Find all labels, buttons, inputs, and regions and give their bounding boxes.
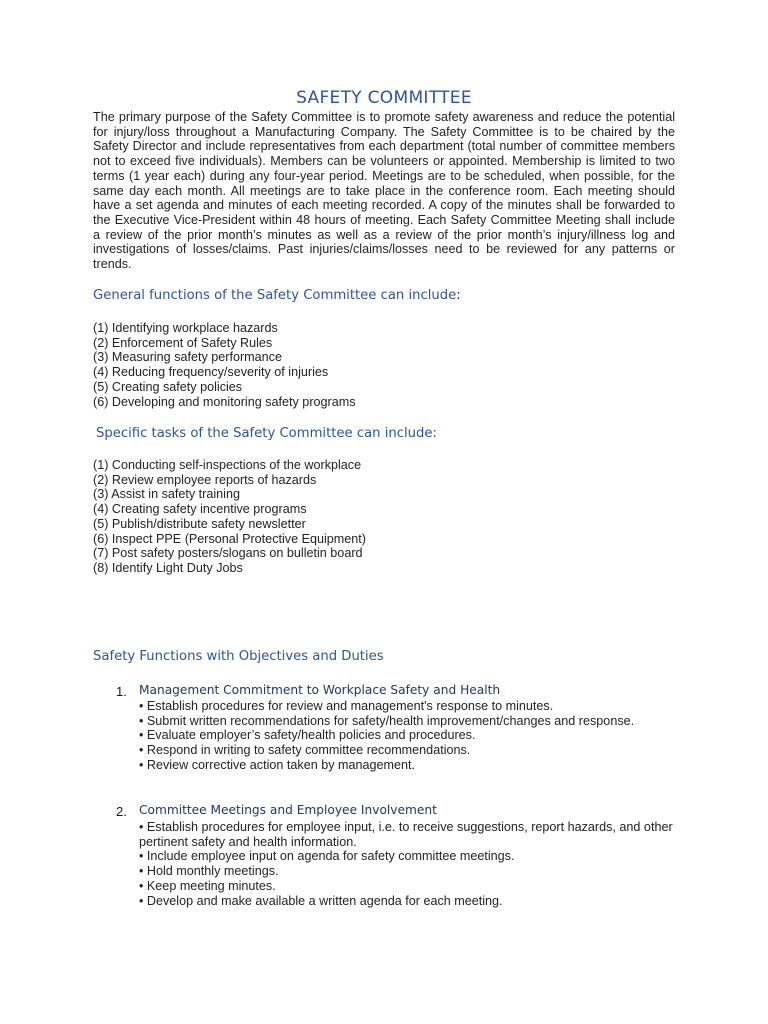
section-title: Management Commitment to Workplace Safety and Health: [139, 683, 501, 697]
list-item: (6) Inspect PPE (Personal Protective Equipment): [93, 531, 366, 546]
bullet-item: • Keep meeting minutes.: [139, 878, 276, 893]
bullet-item: • Review corrective action taken by management.: [139, 757, 416, 772]
list-item: (8) Identify Light Duty Jobs: [93, 560, 243, 575]
general-functions-heading-text: General functions of the Safety Committee can include: [93, 288, 457, 303]
list-item: (2) Review employee reports of hazards: [93, 472, 317, 487]
bullet-item: • Establish procedures for employee input, i.e. to receive suggestions, report hazards, and other pertinent safety and health information.: [139, 820, 673, 849]
list-item: (3) Assist in safety training: [93, 487, 240, 502]
list-item: (3) Measuring safety performance: [93, 350, 282, 365]
list-item: (2) Enforcement of Safety Rules: [93, 335, 273, 350]
specific-tasks-heading: Specific tasks of the Safety Committee can include:: [96, 426, 437, 441]
list-item: (5) Creating safety policies: [93, 379, 243, 394]
general-functions-heading-colon: :: [456, 288, 461, 303]
page-title: SAFETY COMMITTEE: [296, 88, 472, 108]
list-item: (7) Post safety posters/slogans on bulletin board: [93, 546, 363, 561]
bullet-item: • Evaluate employer’s safety/health policies and procedures.: [139, 728, 476, 743]
list-item: (5) Publish/distribute safety newsletter: [93, 516, 306, 531]
list-item: (4) Reducing frequency/severity of injuries: [93, 365, 329, 380]
section-2-bullets: [139, 820, 679, 908]
list-item: (6) Developing and monitoring safety programs: [93, 394, 356, 409]
general-functions-list: [93, 321, 356, 409]
list-item: (1) Identifying workplace hazards: [93, 321, 278, 335]
list-item: (1) Conducting self-inspections of the workplace: [93, 458, 362, 472]
general-functions-heading: [93, 288, 461, 303]
bullet-item: • Respond in writing to safety committee recommendations.: [139, 743, 471, 758]
intro-paragraph: The primary purpose of the Safety Committee is to promote safety awareness and reduce the potential for injury/loss throughout a Manufacturing Company. The Safety Committee is to be chaired by the Safety Director and include representatives from each department (total number of committee members not to exceed five individuals). Members can be volunteers or appointed. Membership is limited to two terms (1 year each) during any four-year period. Meetings are to be scheduled, when possible, for the same day each month. All meetings are to take place in the conference room. Each meeting should have a set agenda and minutes of each meeting recorded. A copy of the minutes shall be forwarded to the Executive Vice-President within 48 hours of meeting. Each Safety Committee Meeting shall include a review of the prior month’s minutes as well as a review of the prior month’s injury/illness log and investigations of losses/claims. Past injuries/claims/losses need to be reviewed for any patterns or trends.: [93, 110, 675, 272]
bullet-item: • Submit written recommendations for safety/health improvement/changes and response.: [139, 713, 635, 728]
section-1-bullets: [139, 699, 634, 773]
safety-functions-heading: Safety Functions with Objectives and Duties: [93, 649, 384, 664]
section-number: 2.: [116, 804, 127, 819]
section-title: Committee Meetings and Employee Involvement: [139, 803, 437, 817]
list-item: (4) Creating safety incentive programs: [93, 502, 307, 517]
bullet-item: • Hold monthly meetings.: [139, 864, 279, 879]
bullet-item: • Develop and make available a written agenda for each meeting.: [139, 893, 503, 908]
specific-tasks-list: [93, 458, 366, 576]
section-number: 1.: [116, 684, 127, 699]
bullet-item: • Establish procedures for review and management's response to minutes.: [139, 699, 554, 713]
bullet-item: • Include employee input on agenda for safety committee meetings.: [139, 849, 515, 864]
